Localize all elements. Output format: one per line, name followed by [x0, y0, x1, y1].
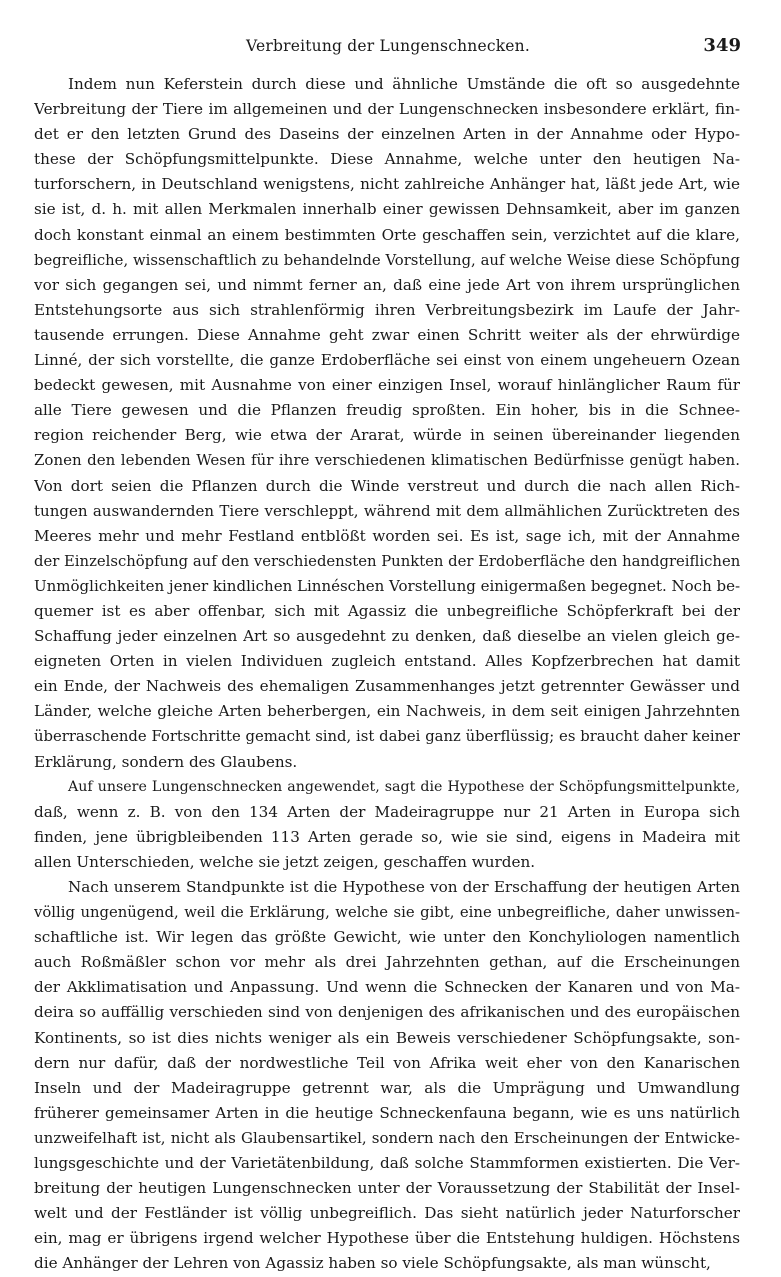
text-line: Schaffung jeder einzelnen Art so ausgedehnt zu denken, daß dieselbe an vielen gleich ge-: [34, 627, 740, 646]
text-line: dern nur dafür, daß der nordwestliche Teil von Afrika weit eher von den Kanarischen: [34, 1053, 740, 1072]
paragraph: [34, 875, 740, 1277]
text-line: unzweifelhaft ist, nicht als Glaubensartikel, sondern nach den Erscheinungen der Entwicke-: [34, 1128, 740, 1147]
paragraph: [34, 72, 740, 775]
paragraph: [34, 775, 740, 875]
text-line: det er den letzten Grund des Daseins der einzelnen Arten in der Annahme oder Hypo-: [34, 125, 740, 144]
text-line: quemer ist es aber offenbar, sich mit Agassiz die unbegreifliche Schöpferkraft bei der: [34, 601, 740, 620]
text-line: Auf unsere Lungenschnecken angewendet, sagt die Hypothese der Schöpfungsmittelpunkte,: [68, 778, 740, 795]
text-line: schaftliche ist. Wir legen das größte Gewicht, wie unter den Konchyliologen namentlich: [34, 928, 740, 947]
text-line: Meeres mehr und mehr Festland entblößt worden sei. Es ist, sage ich, mit der Annahme: [34, 526, 740, 545]
text-line: eigneten Orten in vielen Individuen zugleich entstand. Alles Kopfzerbrechen hat damit: [34, 652, 740, 671]
page-header: [35, 33, 741, 59]
text-line: der Akklimatisation und Anpassung. Und wenn die Schnecken der Kanaren und von Ma-: [34, 978, 740, 997]
text-line: deira so auffällig verschieden sind von denjenigen des afrikanischen und des europäischen: [34, 1003, 740, 1022]
text-line: der Einzelschöpfung auf den verschiedensten Punkten der Erdoberfläche den handgreiflichen: [34, 552, 740, 570]
text-line: tausende errungen. Diese Annahme geht zwar einen Schritt weiter als der ehrwürdige: [34, 325, 740, 344]
text-line: die Anhänger der Lehren von Agassiz haben so viele Schöpfungsakte, als man wünscht,: [34, 1254, 711, 1273]
text-line: bedeckt gewesen, mit Ausnahme von einer einzigen Insel, worauf hinlänglicher Raum für: [34, 376, 740, 395]
text-line: Zonen den lebenden Wesen für ihre verschiedenen klimatischen Bedürfnisse genügt haben.: [34, 451, 740, 470]
text-line: lungsgeschichte und der Varietätenbildung, daß solche Stammformen existierten. Die Ver-: [34, 1154, 740, 1173]
text-line: Kontinents, so ist dies nichts weniger als ein Beweis verschiedener Schöpfungsakte, son-: [34, 1028, 740, 1047]
page-number: 349: [703, 35, 741, 56]
text-line: allen Unterschieden, welche sie jetzt zeigen, geschaffen wurden.: [34, 852, 536, 871]
text-line: früherer gemeinsamer Arten in die heutige Schneckenfauna begann, wie es uns natürlich: [34, 1103, 740, 1122]
text-line: begreifliche, wissenschaftlich zu behandelnde Vorstellung, auf welche Weise diese Schöpfung: [34, 251, 740, 269]
text-line: Entstehungsorte aus sich strahlenförmig ihren Verbreitungsbezirk im Laufe der Jahr-: [34, 300, 740, 319]
text-line: völlig ungenügend, weil die Erklärung, welche sie gibt, eine unbegreifliche, daher unwissen-: [34, 904, 740, 922]
text-line: daß, wenn z. B. von den 134 Arten der Madeiragruppe nur 21 Arten in Europa sich: [34, 802, 740, 821]
text-line: auch Roßmäßler schon vor mehr als drei Jahrzehnten gethan, auf die Erscheinungen: [34, 953, 740, 972]
text-line: welt und der Festländer ist völlig unbegreiflich. Das sieht natürlich jeder Naturforscher: [34, 1204, 740, 1223]
text-line: Inseln und der Madeiragruppe getrennt war, als die Umprägung und Umwandlung: [34, 1078, 740, 1097]
text-line: these der Schöpfungsmittelpunkte. Diese Annahme, welche unter den heutigen Na-: [34, 150, 740, 169]
text-line: finden, jene übrigbleibenden 113 Arten gerade so, wie sie sind, eigens in Madeira mit: [34, 827, 740, 846]
text-line: sie ist, d. h. mit allen Merkmalen innerhalb einer gewissen Dehnsamkeit, aber im ganzen: [34, 200, 740, 219]
text-line: alle Tiere gewesen und die Pflanzen freudig sproßten. Ein hoher, bis in die Schnee-: [34, 401, 740, 420]
text-line: überraschende Fortschritte gemacht sind, ist dabei ganz überflüssig; es braucht daher keiner: [34, 728, 740, 746]
text-line: region reichender Berg, wie etwa der Ararat, würde in seinen übereinander liegenden: [34, 426, 740, 445]
text-line: Linné, der sich vorstellte, die ganze Erdoberfläche sei einst von einem ungeheuern Ozean: [34, 351, 740, 370]
text-line: Von dort seien die Pflanzen durch die Winde verstreut und durch die nach allen Rich-: [34, 476, 740, 495]
text-line: breitung der heutigen Lungenschnecken unter der Voraussetzung der Stabilität der Insel-: [34, 1179, 740, 1198]
text-line: ein, mag er übrigens irgend welcher Hypothese über die Entstehung huldigen. Höchstens: [34, 1229, 740, 1248]
text-line: Indem nun Keferstein durch diese und ähnliche Umstände die oft so ausgedehnte: [68, 75, 740, 93]
text-line: tungen auswandernden Tiere verschleppt, während mit dem allmählichen Zurücktreten des: [34, 501, 740, 520]
text-line: ein Ende, der Nachweis des ehemaligen Zusammenhanges jetzt getrennter Gewässer und: [34, 677, 740, 696]
text-line: doch konstant einmal an einem bestimmten Orte geschaffen sein, verzichtet auf die klare,: [34, 225, 740, 244]
body-text: [34, 72, 740, 1277]
running-head: Verbreitung der Lungenschnecken.: [246, 37, 530, 55]
text-line: Erklärung, sondern des Glaubens.: [34, 752, 298, 771]
text-line: turforschern, in Deutschland wenigstens, nicht zahlreiche Anhänger hat, läßt jede Art, wie: [34, 175, 740, 194]
text-line: Länder, welche gleiche Arten beherbergen, ein Nachweis, in dem seit einigen Jahrzehnten: [34, 702, 740, 721]
text-line: Unmöglichkeiten jener kindlichen Linnéschen Vorstellung einigermaßen begegnet. Noch be-: [34, 576, 740, 595]
text-line: vor sich gegangen sei, und nimmt ferner an, daß eine jede Art von ihrem ursprünglichen: [34, 275, 740, 294]
text-line: Nach unserem Standpunkte ist die Hypothese von der Erschaffung der heutigen Arten: [68, 878, 740, 896]
text-line: Verbreitung der Tiere im allgemeinen und der Lungenschnecken insbesondere erklärt, fin-: [34, 100, 740, 119]
